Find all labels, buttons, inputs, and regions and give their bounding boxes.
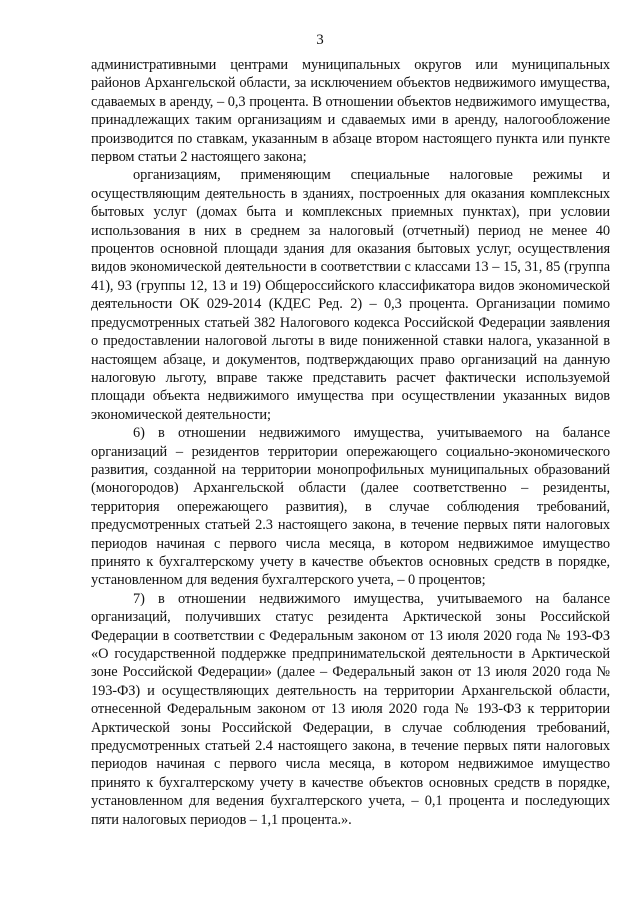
page-number: 3	[316, 32, 324, 48]
paragraph-item-6: 6) в отношении недвижимого имущества, учитываемого на балансе организаций – резидентов территории опережающего социально-экономического развития, созданной на территории монопрофильных муниципальных образований (моногородов) Архангельской области (далее соответственно – резиденты, территория опережающего развития), в случае соблюдения требований, предусмотренных статьей 2.3 настоящего закона, в течение первых пяти налоговых периодов начиная с первого числа месяца, в котором недвижимое имущество принято к бухгалтерскому учету в качестве объектов основных средств в порядке, установленном для ведения бухгалтерского учета, – 0 процентов;	[91, 425, 610, 589]
paragraph-continuation: административными центрами муниципальных округов или муниципальных районов Архангельской области, за исключением объектов недвижимого имущества, сдаваемых в аренду, – 0,3 процента. В отношении объектов недвижимого имущества, принадлежащих таким организациям и сдаваемых ими в аренду, налогообложение производится по ставкам, указанным в абзаце втором настоящего пункта или пункте первом статьи 2 настоящего закона;	[91, 57, 610, 166]
paragraph-special-tax-regimes: организациям, применяющим специальные налоговые режимы и осуществляющим деятельность в зданиях, построенных для оказания комплексных бытовых услуг (домах быта и комплексных приемных пунктах), при условии использования в них в среднем за налоговый (отчетный) период не менее 40 процентов основной площади здания для оказания бытовых услуг, осуществления видов экономической деятельности в соответствии с классами 13 – 15, 31, 85 (группа 41), 93 (группы 12, 13 и 19) Общероссийского классификатора видов экономической деятельности ОК 029-2014 (КДЕС Ред. 2) – 0,3 процента. Организации помимо предусмотренных статьей 382 Налогового кодекса Российской Федерации заявления о предоставлении налоговой льготы в виде пониженной ставки налога, указанной в настоящем абзаце, и документов, подтверждающих право организаций на данную налоговую льготу, вправе также представить расчет фактически используемой площади объекта недвижимого имущества при осуществлении указанных видов экономической деятельности;	[91, 167, 610, 423]
document-body	[91, 56, 610, 829]
paragraph-item-7: 7) в отношении недвижимого имущества, учитываемого на балансе организаций, получивших статус резидента Арктической зоны Российской Федерации в соответствии с Федеральным законом от 13 июля 2020 года № 193-ФЗ «О государственной поддержке предпринимательской деятельности в Арктической зоне Российской Федерации» (далее – Федеральный закон от 13 июля 2020 года № 193-ФЗ) и осуществляющих деятельность на территории Архангельской области, отнесенной Федеральным законом от 13 июля 2020 года № 193-ФЗ к территории Арктической зоны Российской Федерации, в случае соблюдения требований, предусмотренных статьей 2.4 настоящего закона, в течение первых пяти налоговых периодов начиная с первого числа месяца, в котором недвижимое имущество принято к бухгалтерскому учету в качестве объектов основных средств в порядке, установленном для ведения бухгалтерского учета, – 0,1 процента и последующих пяти налоговых периодов – 1,1 процента.».	[91, 590, 610, 828]
